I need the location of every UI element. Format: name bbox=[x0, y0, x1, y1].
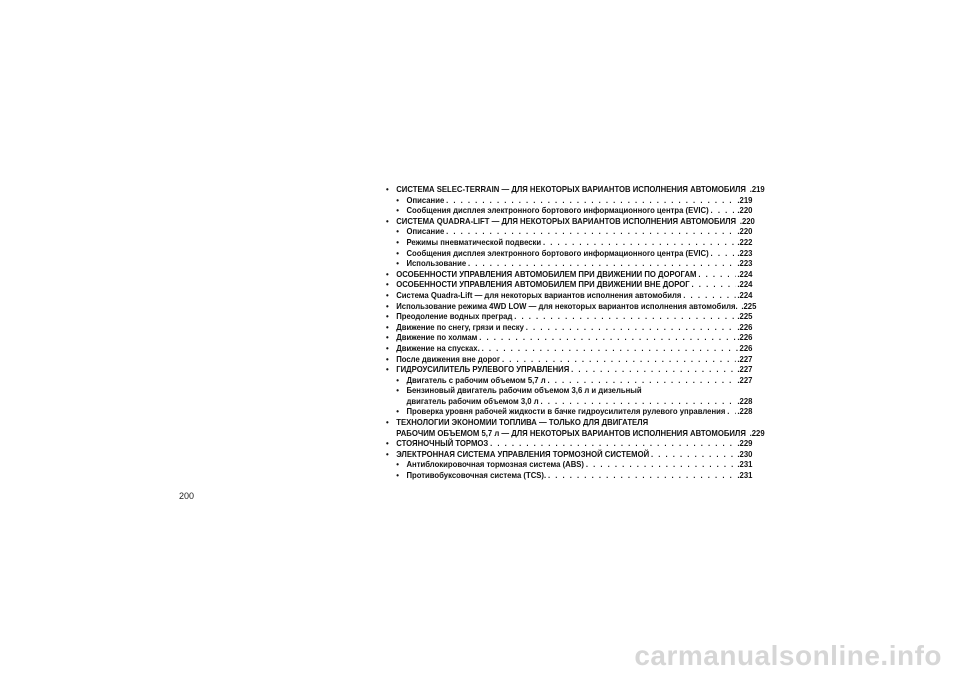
dot-leader bbox=[692, 279, 736, 290]
dot-leader bbox=[479, 332, 735, 343]
bullet-icon: • bbox=[396, 194, 399, 205]
toc-entry-page: 226 bbox=[739, 342, 753, 353]
toc-entry-page: .220 bbox=[737, 226, 753, 237]
toc-entry-title: Двигатель с рабочим объемом 5,7 л bbox=[406, 374, 546, 385]
table-of-contents bbox=[386, 184, 765, 481]
bullet-icon: • bbox=[386, 184, 389, 194]
toc-entry-title: Проверка уровня рабочей жидкости в бачке гидроусилителя рулевого управления bbox=[406, 406, 726, 417]
dot-leader bbox=[446, 195, 735, 206]
bullet-icon: • bbox=[386, 438, 389, 449]
toc-entry-title: Использование bbox=[406, 258, 467, 269]
toc-entry-page: .219 bbox=[749, 184, 765, 194]
bullet-icon: • bbox=[396, 247, 399, 258]
toc-entry-page: .230 bbox=[737, 448, 753, 459]
toc-entry-title: Движение на спусках. bbox=[396, 342, 480, 353]
toc-entry-title: ЭЛЕКТРОННАЯ СИСТЕМА УПРАВЛЕНИЯ ТОРМОЗНОЙ СИСТЕМОЙ bbox=[396, 448, 650, 459]
toc-entry bbox=[386, 290, 752, 301]
toc-entry-title: Противобуксовочная система (TCS). bbox=[406, 470, 547, 481]
toc-entry-page: .225 bbox=[737, 311, 753, 322]
toc-entry bbox=[386, 332, 752, 343]
bullet-icon: • bbox=[396, 385, 399, 396]
toc-entry-title: Движение по снегу, грязи и песку bbox=[396, 321, 524, 332]
toc-entry bbox=[386, 470, 752, 481]
bullet-icon: • bbox=[396, 470, 399, 481]
bullet-icon: • bbox=[396, 236, 399, 247]
toc-entry-title: СИСТЕМА QUADRA-LIFT — ДЛЯ НЕКОТОРЫХ ВАРИАНТОВ ИСПОЛНЕНИЯ АВТОМОБИЛЯ bbox=[396, 215, 737, 226]
toc-entry-title: ГИДРОУСИЛИТЕЛЬ РУЛЕВОГО УПРАВЛЕНИЯ bbox=[396, 364, 570, 375]
toc-entry bbox=[386, 300, 757, 312]
toc-entry-page: .225 bbox=[741, 300, 757, 311]
toc-entry-title: Описание bbox=[406, 194, 445, 205]
dot-leader bbox=[540, 396, 735, 407]
toc-entry-page: .220 bbox=[737, 205, 753, 216]
bullet-icon: • bbox=[396, 258, 399, 269]
toc-entry-page: .222 bbox=[737, 236, 753, 247]
toc-entry-title: ОСОБЕННОСТИ УПРАВЛЕНИЯ АВТОМОБИЛЕМ ПРИ ДВИЖЕНИИ ПО ДОРОГАМ bbox=[396, 268, 697, 279]
dot-leader bbox=[468, 258, 736, 269]
toc-entry bbox=[386, 364, 752, 375]
toc-entry-title: Описание bbox=[406, 226, 445, 237]
toc-entry-title: Сообщения дисплея электронного бортового информационного центра (EVIC) bbox=[406, 247, 709, 258]
toc-entry-title: Режимы пневматической подвески bbox=[406, 236, 542, 247]
dot-leader bbox=[490, 438, 735, 449]
bullet-icon: • bbox=[386, 417, 389, 428]
toc-entry-page: .227 bbox=[737, 353, 753, 364]
toc-entry-page: .231 bbox=[737, 470, 753, 481]
dot-leader bbox=[446, 226, 735, 237]
toc-entry-title: Преодоление водных преград bbox=[396, 311, 513, 322]
dot-leader bbox=[727, 406, 735, 417]
toc-entry-title: Движение по холмам bbox=[396, 332, 478, 343]
page-number: 200 bbox=[179, 491, 195, 501]
bullet-icon: • bbox=[386, 289, 389, 300]
bullet-icon: • bbox=[386, 215, 389, 226]
bullet-icon: • bbox=[386, 311, 389, 322]
toc-entry bbox=[386, 226, 752, 237]
toc-entry bbox=[386, 237, 752, 248]
toc-entry bbox=[386, 459, 752, 470]
bullet-icon: • bbox=[386, 448, 389, 459]
dot-leader bbox=[586, 459, 736, 470]
toc-entry-page: .224 bbox=[737, 268, 753, 279]
toc-entry bbox=[386, 322, 752, 333]
toc-entry bbox=[386, 215, 755, 227]
bullet-icon: • bbox=[386, 332, 389, 343]
toc-entry-title: Антиблокировочная тормозная система (ABS) bbox=[406, 459, 585, 470]
dot-leader bbox=[571, 364, 735, 375]
toc-entry-title-line1: ТЕХНОЛОГИИ ЭКОНОМИИ ТОПЛИВА — ТОЛЬКО ДЛЯ ДВИГАТЕЛЯ bbox=[396, 417, 649, 428]
watermark: carmanualsonline.info bbox=[634, 640, 942, 671]
toc-entry-title: После движения вне дорог bbox=[396, 353, 501, 364]
dot-leader bbox=[711, 248, 736, 259]
toc-entry-page: .227 bbox=[737, 364, 753, 375]
dot-leader bbox=[711, 205, 736, 216]
toc-entry-page: .226 bbox=[737, 332, 753, 343]
toc-entry bbox=[386, 248, 752, 259]
bullet-icon: • bbox=[386, 353, 389, 364]
bullet-icon: • bbox=[396, 374, 399, 385]
bullet-icon: • bbox=[386, 279, 389, 290]
toc-entry bbox=[386, 449, 752, 460]
toc-entry-page: .228 bbox=[737, 395, 753, 406]
toc-entry-title: СТОЯНОЧНЫЙ ТОРМОЗ bbox=[396, 438, 489, 449]
bullet-icon: • bbox=[396, 205, 399, 216]
toc-entry-title: двигатель рабочим объемом 3,0 л bbox=[406, 395, 539, 406]
toc-entry-page: .226 bbox=[737, 321, 753, 332]
toc-entry bbox=[386, 343, 752, 354]
bullet-icon: • bbox=[386, 321, 389, 332]
bullet-icon: • bbox=[386, 364, 389, 375]
bullet-icon: • bbox=[386, 268, 389, 279]
dot-leader bbox=[698, 269, 735, 280]
toc-entry bbox=[386, 195, 752, 206]
toc-entry bbox=[386, 438, 752, 449]
toc-entry-title: РАБОЧИМ ОБЪЕМОМ 5,7 л — ДЛЯ НЕКОТОРЫХ ВАРИАНТОВ ИСПОЛНЕНИЯ АВТОМОБИЛЯ bbox=[396, 427, 746, 438]
toc-entry bbox=[386, 279, 752, 290]
toc-entry-page: .224 bbox=[737, 289, 753, 300]
toc-entry-page: .220 bbox=[739, 215, 755, 226]
bullet-icon: • bbox=[396, 406, 399, 417]
toc-entry bbox=[386, 258, 752, 269]
bullet-icon: • bbox=[386, 300, 389, 311]
dot-leader bbox=[548, 470, 736, 481]
bullet-icon: • bbox=[386, 342, 389, 353]
toc-entry bbox=[386, 406, 752, 417]
toc-entry-page: .229 bbox=[749, 427, 765, 438]
toc-entry bbox=[386, 184, 765, 195]
dot-leader bbox=[543, 237, 736, 248]
dot-leader bbox=[683, 290, 735, 301]
toc-entry-title-line1: Бензиновый двигатель рабочим объемом 3,6 л и дизельный bbox=[406, 385, 642, 396]
toc-entry-page: .219 bbox=[737, 194, 753, 205]
toc-entry-title: ОСОБЕННОСТИ УПРАВЛЕНИЯ АВТОМОБИЛЕМ ПРИ ДВИЖЕНИИ ВНЕ ДОРОГ bbox=[396, 279, 690, 290]
toc-entry-title: Использование режима 4WD LOW — для некоторых вариантов исполнения автомобиля. bbox=[396, 300, 738, 311]
toc-entry-page: .229 bbox=[737, 438, 753, 449]
toc-entry-page: .223 bbox=[737, 258, 753, 269]
toc-entry bbox=[386, 354, 752, 365]
dot-leader bbox=[502, 354, 736, 365]
toc-entry bbox=[386, 385, 752, 406]
dot-leader bbox=[548, 375, 736, 386]
dot-leader bbox=[651, 449, 736, 460]
toc-entry-page: .231 bbox=[737, 459, 753, 470]
toc-entry-page: .228 bbox=[737, 406, 753, 417]
toc-entry-title: СИСТЕМА SELEC-TERRAIN — ДЛЯ НЕКОТОРЫХ ВАРИАНТОВ ИСПОЛНЕНИЯ АВТОМОБИЛЯ bbox=[396, 184, 746, 194]
toc-entry-page: .223 bbox=[737, 247, 753, 258]
toc-entry bbox=[386, 311, 752, 322]
bullet-icon: • bbox=[396, 226, 399, 237]
toc-entry bbox=[386, 375, 752, 386]
toc-entry-title: Сообщения дисплея электронного бортового информационного центра (EVIC) bbox=[406, 205, 709, 216]
toc-entry-page: .224 bbox=[737, 279, 753, 290]
toc-entry-title: Система Quadra-Lift — для некоторых вариантов исполнения автомобиля bbox=[396, 289, 682, 300]
bullet-icon: • bbox=[396, 459, 399, 470]
toc-entry bbox=[386, 417, 765, 438]
toc-entry-page: .227 bbox=[737, 374, 753, 385]
toc-entry bbox=[386, 269, 752, 280]
dot-leader bbox=[514, 311, 735, 322]
dot-leader bbox=[482, 343, 738, 354]
toc-entry bbox=[386, 205, 752, 216]
dot-leader bbox=[526, 322, 736, 333]
